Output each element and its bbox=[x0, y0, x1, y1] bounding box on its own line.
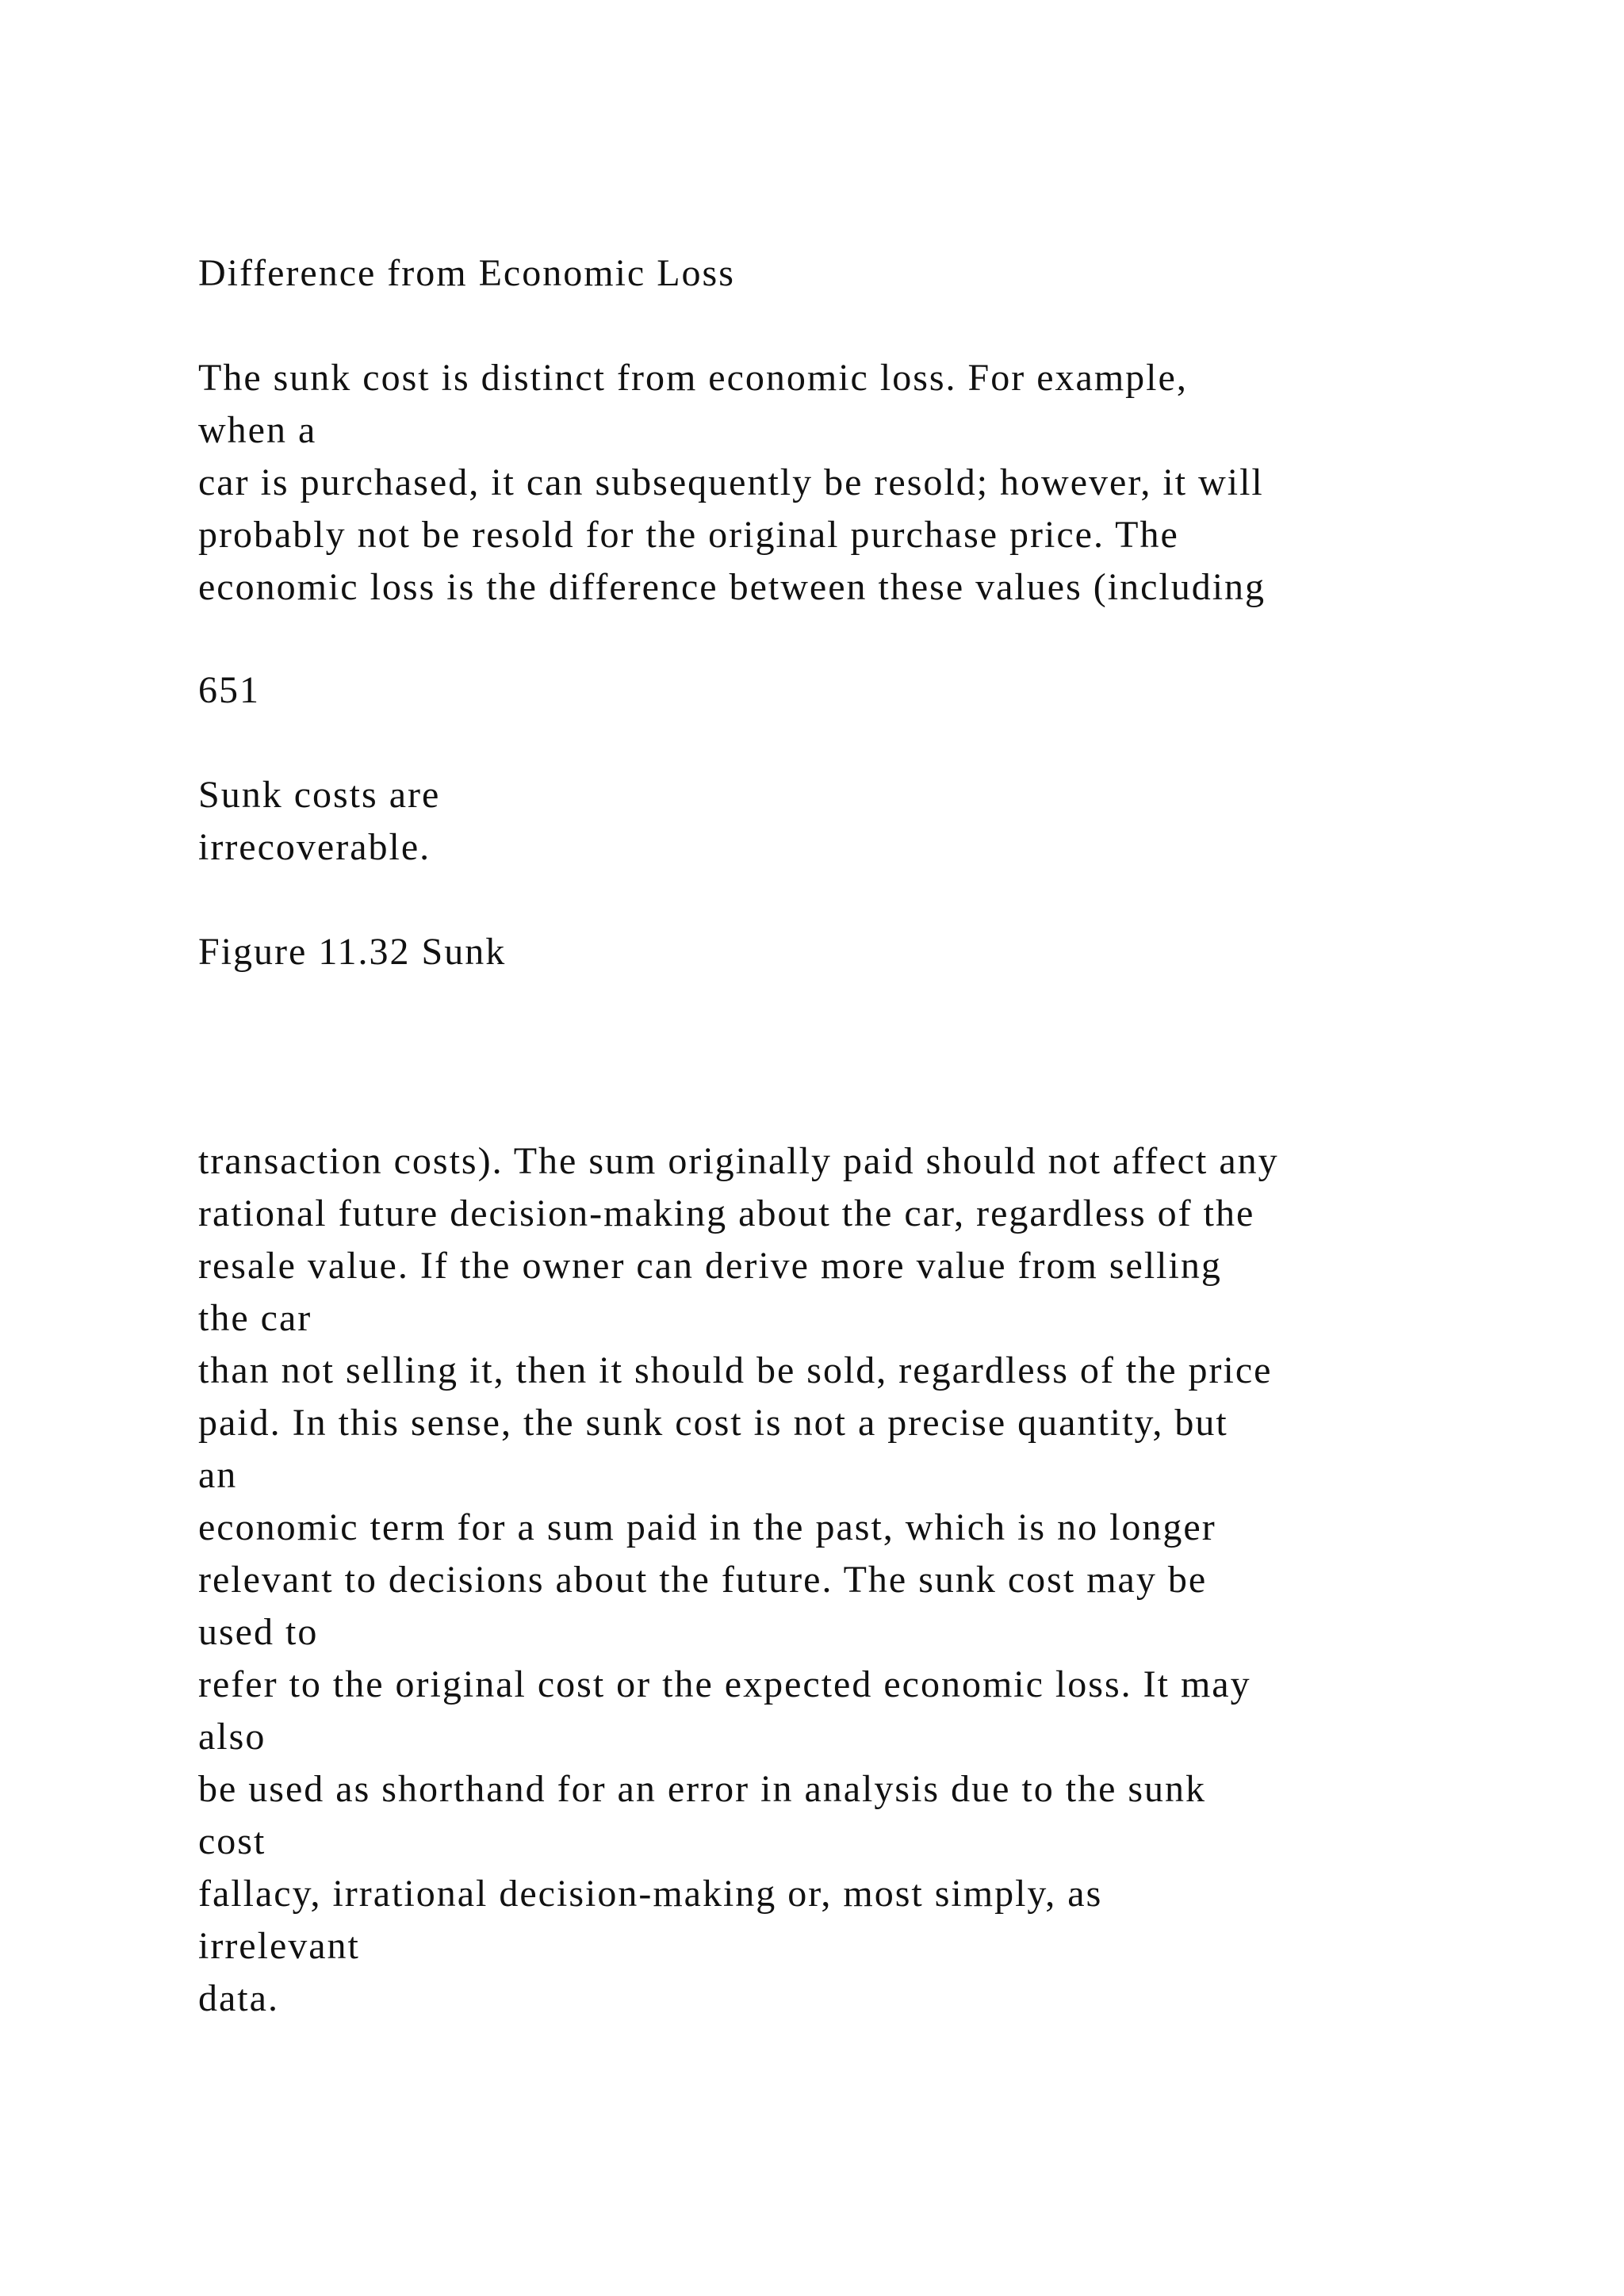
text-line: used to bbox=[198, 1611, 319, 1653]
text-line: Sunk costs are bbox=[198, 774, 441, 816]
text-line: The sunk cost is distinct from economic loss. For example, bbox=[198, 357, 1188, 399]
figure-caption bbox=[198, 926, 506, 978]
text-line: the car bbox=[198, 1297, 312, 1339]
text-line: cost bbox=[198, 1820, 266, 1862]
paragraph-1 bbox=[198, 352, 1266, 614]
text-line: an bbox=[198, 1454, 238, 1496]
text-line: resale value. If the owner can derive more value from selling bbox=[198, 1245, 1222, 1287]
text-line: relevant to decisions about the future. The sunk cost may be bbox=[198, 1559, 1208, 1601]
text-line: rational future decision-making about the car, regardless of the bbox=[198, 1192, 1255, 1234]
text-line: data. bbox=[198, 1977, 279, 2019]
text-line: probably not be resold for the original purchase price. The bbox=[198, 514, 1179, 556]
text-line: than not selling it, then it should be sold, regardless of the price bbox=[198, 1349, 1273, 1391]
section-heading bbox=[198, 247, 735, 300]
text-line: also bbox=[198, 1716, 266, 1758]
text-line: transaction costs). The sum originally paid should not affect any bbox=[198, 1140, 1279, 1182]
page-number-text: 651 bbox=[198, 669, 260, 711]
paragraph-2 bbox=[198, 1135, 1279, 2025]
text-line: when a bbox=[198, 409, 317, 451]
page-number bbox=[198, 664, 260, 717]
text-line: economic loss is the difference between these values (including bbox=[198, 566, 1266, 608]
text-line: irrelevant bbox=[198, 1925, 360, 1967]
margin-note bbox=[198, 769, 440, 874]
heading-text: Difference from Economic Loss bbox=[198, 252, 735, 294]
text-line: car is purchased, it can subsequently be resold; however, it will bbox=[198, 461, 1264, 503]
text-line: paid. In this sense, the sunk cost is not a precise quantity, but bbox=[198, 1402, 1228, 1444]
text-line: fallacy, irrational decision-making or, most simply, as bbox=[198, 1873, 1103, 1915]
text-line: be used as shorthand for an error in analysis due to the sunk bbox=[198, 1768, 1207, 1810]
text-line: irrecoverable. bbox=[198, 826, 431, 868]
figure-caption-text: Figure 11.32 Sunk bbox=[198, 931, 507, 973]
text-line: refer to the original cost or the expected economic loss. It may bbox=[198, 1663, 1251, 1705]
text-line: economic term for a sum paid in the past, which is no longer bbox=[198, 1506, 1216, 1548]
